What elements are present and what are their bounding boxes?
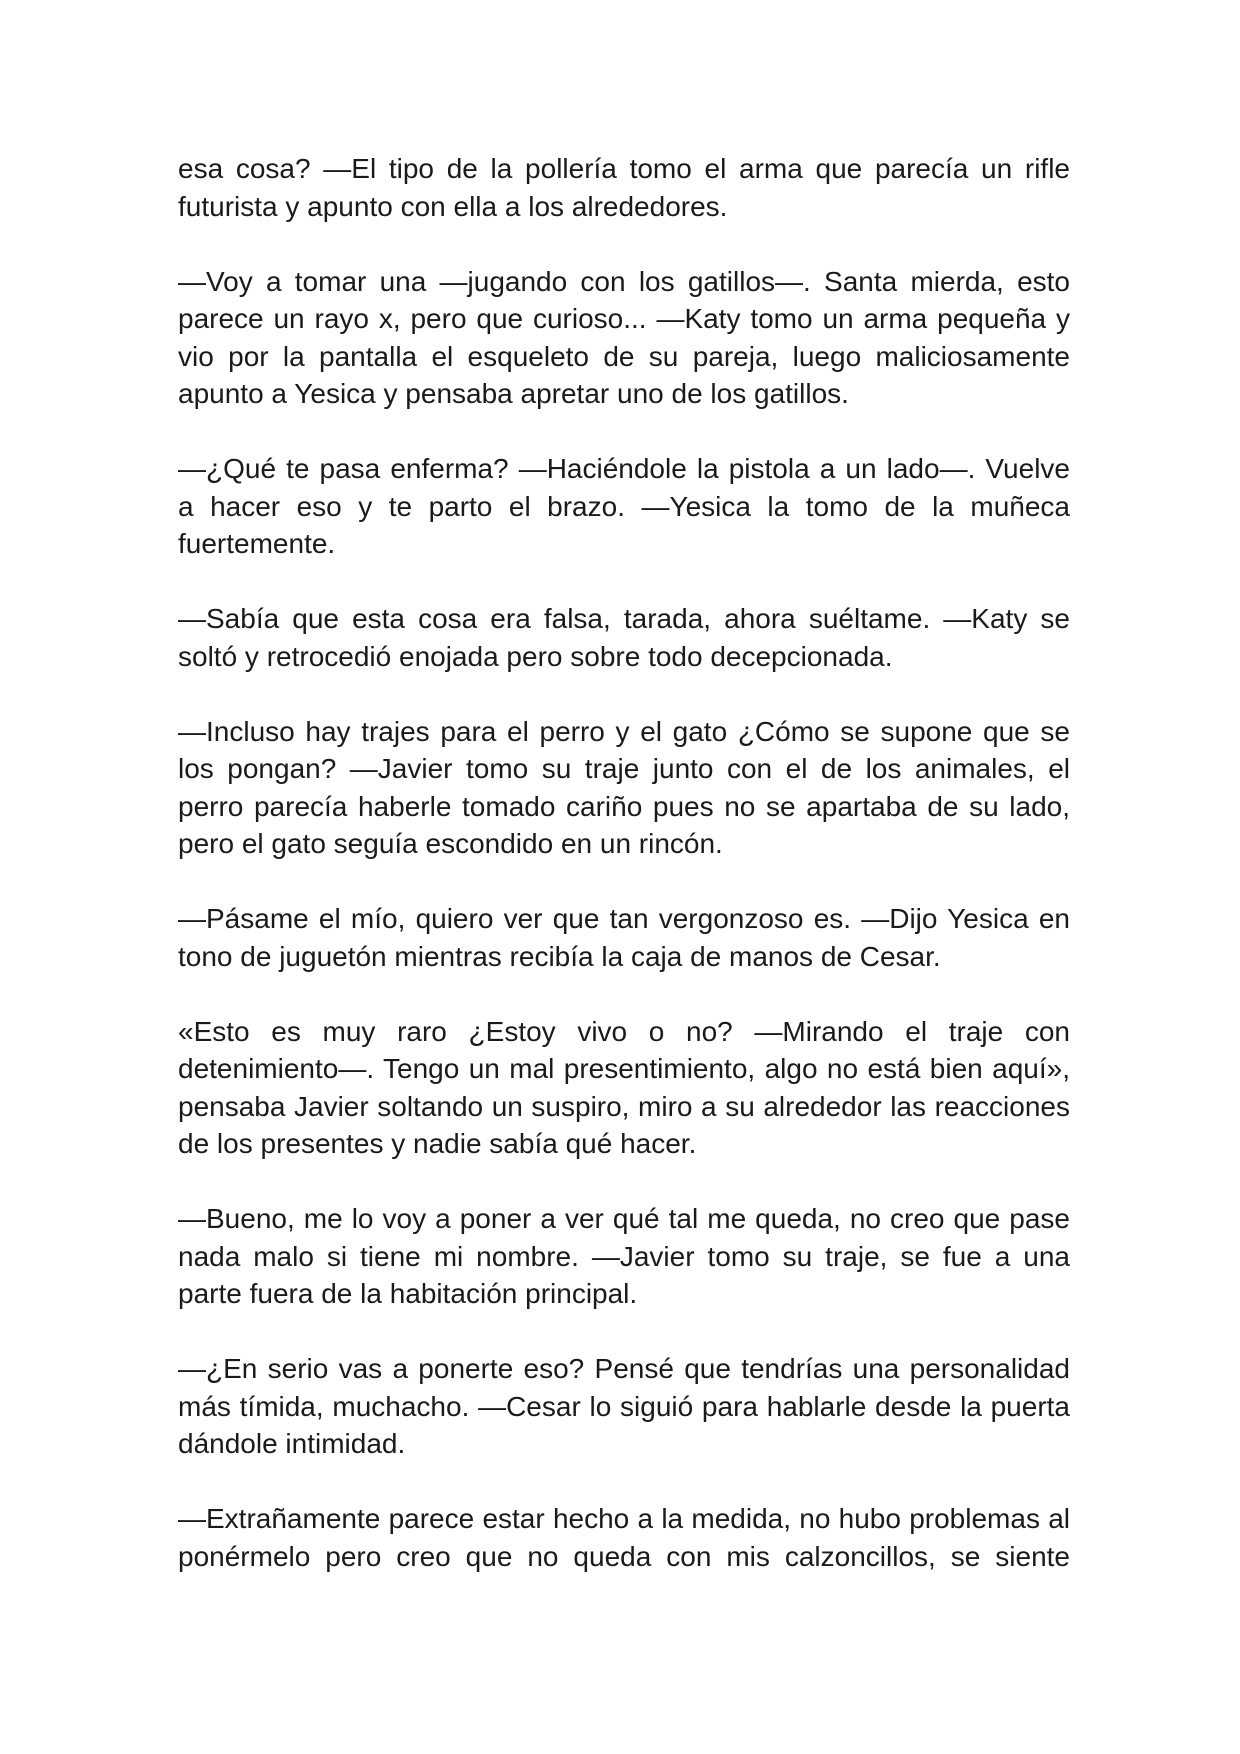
paragraph-1: esa cosa? —El tipo de la pollería tomo el arma que parecía un rifle futurista y apunto con ella a los alrededores. xyxy=(178,153,1070,222)
paragraph-4: —Sabía que esta cosa era falsa, tarada, ahora suéltame. —Katy se soltó y retrocedió enojada pero sobre todo decepcionada. xyxy=(178,603,1070,672)
page-body xyxy=(178,150,1070,1575)
paragraph-10: —Extrañamente parece estar hecho a la medida, no hubo problemas al ponérmelo pero creo que no queda con mis calzoncillos, se siente xyxy=(178,1503,1070,1572)
paragraph-8: —Bueno, me lo voy a poner a ver qué tal me queda, no creo que pase nada malo si tiene mi nombre. —Javier tomo su traje, se fue a una parte fuera de la habitación principal. xyxy=(178,1203,1070,1309)
paragraph-9: —¿En serio vas a ponerte eso? Pensé que tendrías una personalidad más tímida, muchacho. —Cesar lo siguió para hablarle desde la puerta dándole intimidad. xyxy=(178,1353,1070,1459)
paragraph-5: —Incluso hay trajes para el perro y el gato ¿Cómo se supone que se los pongan? —Javier tomo su traje junto con el de los animales, el perro parecía haberle tomado cariño pues no se apartaba de su lado, pero el gato seguía escondido en un rincón. xyxy=(178,715,1070,859)
paragraph-3: —¿Qué te pasa enferma? —Haciéndole la pistola a un lado—. Vuelve a hacer eso y te parto el brazo. —Yesica la tomo de la muñeca fuertemente. xyxy=(178,453,1070,559)
paragraph-6: —Pásame el mío, quiero ver que tan vergonzoso es. —Dijo Yesica en tono de juguetón mientras recibía la caja de manos de Cesar. xyxy=(178,903,1070,972)
paragraph-2: —Voy a tomar una —jugando con los gatillos—. Santa mierda, esto parece un rayo x, pero que curioso... —Katy tomo un arma pequeña y vio por la pantalla el esqueleto de su pareja, luego maliciosamente apunto a Yesica y pensaba apretar uno de los gatillos. xyxy=(178,265,1070,409)
paragraph-7: «Esto es muy raro ¿Estoy vivo o no? —Mirando el traje con detenimiento—. Tengo un mal presentimiento, algo no está bien aquí», pensaba Javier soltando un suspiro, miro a su alrededor las reacciones de los presentes y nadie sabía qué hacer. xyxy=(178,1015,1070,1159)
